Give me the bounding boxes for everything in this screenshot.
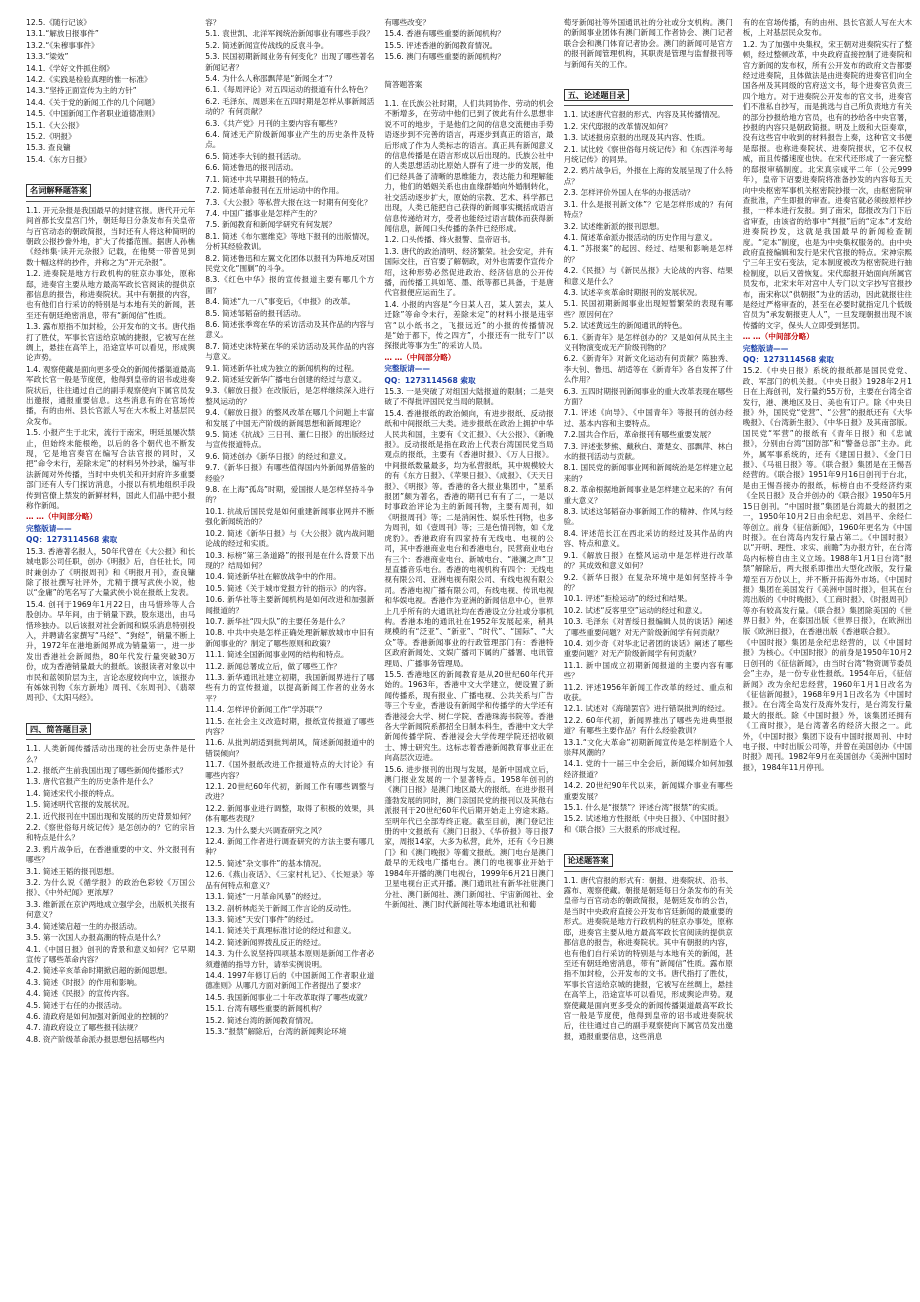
text-paragraph: 1.2. 报纸产生前我国出现了哪些新闻传播形式？ xyxy=(26,766,188,775)
text-paragraph: 8.1. 简述《布尔塞维克》等地下报刊的出版情况，分析其经验教训。 xyxy=(205,231,375,252)
text-paragraph: 1.3. 唐代官报产生的历史条件是什么？ xyxy=(26,777,157,787)
spacer xyxy=(564,836,733,844)
text-paragraph: 4.3. 试述辛亥革命时期报刊的发展状况。 xyxy=(563,287,702,297)
text-paragraph: 2.2.《察世俗每月统记传》是怎创办的？它的宗旨和特点是什么？ xyxy=(26,823,196,843)
text-paragraph: 5.1. 袁世凯、北洋军阀统治新闻事业有哪些手段？ xyxy=(205,29,374,39)
text-paragraph: 10.2. 试述“反客里空”运动的经过和意义。 xyxy=(563,605,708,615)
text-paragraph: 12.6.《燕山夜话》、《三家村札记》、《长短录》等品有何特点和意义？ xyxy=(205,870,375,890)
text-paragraph: 15.4. 香港报纸的政治倾向，有进步报纸、反动报纸和中间报纸三大类。进步报纸在政治上拥护中华人民共和国，主要有《文汇报》、《大公报》、《新晚报》。反动报纸是指在政治上代表台湾国民党当局观点的报纸，主要有《香港时报》、《万人日报》。中间报纸数量最多，均为私营报纸，其中规模较大的有《东方日报》、《苹果日报》、《成报》、《天天日报》、《明报》等。香港的各大报业集团中，“星系报团”颇为著名，香港的期刊已有有了二，一是以时事政治评论为主的新闻刊物，主要有周刊，如《明报周刊》等；二是消闲性、娱乐性刊物，也多为周刊，如《壹周刊》等；三是色情刊物，如《龙虎豹》。香港政府有四家持有无线电、电视的公司，其中香港商业电台和香港电台，民营商业电台有三个：香港商业电台、新城电台、“港澜之声”卫星直播音乐电台。香港的电视机构有四个：无线电视有限公司、亚洲电视有限公司、有线电视有限公司。香港电视广播有限公司，有线电视、传讯电视和华娱电视。香港作为亚洲的新闻信息中心，世界上几乎所有的大通讯社均在香港设立分社或分事机构。香港本地的通讯社在1952年发展起来，稍具规模的有“泛亚”、“新亚”、“时代”、“国际”、“大众”等。香港新闻事业的行政管理部门有：香港特区政府新闻处、文娱广播司下属的广播署、电讯管理局、广播事务管理局。 xyxy=(384,408,554,668)
text-paragraph: 15.2. 试述地方性报纸《中央日报》、《中国时报》和《联合报》三大报系的形成过程。 xyxy=(563,814,733,834)
text-paragraph: 10.5. 简述《关于城市党报方针的指示》的内容。 xyxy=(205,583,372,593)
section-heading-rule xyxy=(564,848,733,871)
text-paragraph: 7.4. 中国广播事业是怎样产生的？ xyxy=(205,208,321,218)
text-paragraph: 4.7. 清政府设立了哪些报刊法规？ xyxy=(26,1023,142,1033)
text-paragraph: 14.2.《实践是检验真理的惟一标准》 xyxy=(26,75,152,85)
text-paragraph: 1.4. 简述宋代小报的特点。 xyxy=(26,788,119,798)
text-paragraph: 15.2. 简述台湾的新闻教育情况。 xyxy=(205,1015,319,1025)
text-paragraph: 5.1. 民国初期新闻事业出现短暂繁荣的表现有哪些？原因何在？ xyxy=(563,299,733,319)
spacer xyxy=(384,72,553,80)
full-version-contact: 完整版请—— xyxy=(26,523,72,533)
text-paragraph: 4.1. “苏报案”的起因、经过、结果和影响是怎样的？ xyxy=(563,244,733,264)
text-paragraph: 1.3. 唐代的政治清明、经济繁荣。社会安定，并有国际交往，百官要了解朝政，对外也需要作宣传介绍，这种形势必然促进政治、经济信息的公开传播，而传播工具如笔、墨、纸等都已具备，于是唐代官报便应运而生了。 xyxy=(384,246,554,298)
text-paragraph: 5.4. 为什么人称邵飘萍是“新闻全才”？ xyxy=(205,74,337,84)
text-paragraph: 有的在官场传播，有的由州、县长官派人写在大木板，上对基层民众发布。 xyxy=(742,18,912,38)
text-paragraph: 15.1. 什么是“报禁”？评述台湾“报禁”的实质。 xyxy=(563,803,723,813)
text-column-3 xyxy=(384,18,553,1294)
text-paragraph: 6.2.《新青年》对新文化运动有何贡献？陈独秀、李大钊、鲁迅、胡适等在《新青年》各自发挥了什么作用？ xyxy=(563,354,733,385)
text-paragraph: 15.1. 台湾有哪些重要的新闻机构？ xyxy=(205,1004,326,1014)
text-paragraph: 12.5. 简述“杂文事件”的基本情况。 xyxy=(205,858,326,868)
text-paragraph: 5.3. 民国初期新闻业务有何变化？出现了哪些著名新闻记者？ xyxy=(205,52,375,72)
text-paragraph: 14.1. 党的十一届三中全会后，新闻媒介如何加强经济报道？ xyxy=(563,759,733,779)
text-paragraph: 13.1.“解放日报事件” xyxy=(26,29,99,39)
full-version-contact: 完整版请—— xyxy=(742,343,789,353)
text-paragraph: 《中国时报》集团是余纪忠经营的，以《中国时报》为核心。《中国时报》的前身是1950年10月2日创刊的《征信新闻》，由当时台湾“物资调节委员会”主办，是一份专业性报纸。1954年后，《征信新闻》改为余纪忠经营，1960年1月1日改名为《征信新闻报》，1968年9月1日改名为《中国时报》。在台湾全岛发行及海外发行，是台湾发行量最大的报纸。除《中国时报》外，该集团还拥有《工商时报》，是台湾著名的经济大报之一。此外，《中国时报》集团下设有中国时报周刊、中时电子报、中时出版公司等，并曾在美国创办《中国时报》周刊。1982年9月在美国创办《美洲中国时报》，1984年11月停刊。 xyxy=(742,637,912,772)
text-paragraph: 1.5. 简述明代官报的发展状况。 xyxy=(26,800,135,810)
text-paragraph: 1.1. 唐代官报的形式有：朝报、进奏院状、沿书、露布、观察使藏。朝报是朝廷每日分条发布的有关皇帝与百官动态的朝政简报，是朝廷发布的公告，是当时中央政府直接公开发布官廷新闻的最重要的形式。进奏院是地方行政机构的驻京办事处，原称邸，进奏官主要从地方最高军政长官阅读的提供京都信息的报告，称进奏院状。其中有朝报的内容，也有他们自行采访的特别是与本地有关的新闻，甚至还有朝廷绝密消息，带有“新闻信”性质。露布原指不加封检，公开发布的文书。唐代指打了胜仗，军事长官送给京城的捷报，它被写在丝绸上，悬挂在高竿上，沿途宣毕可以看见，形成舆论声势。观察使藏是面向更多受众的新闻传播渠道最高军政长官一般是节度使，他得到皇帝的诏书或进奏院状后，往往通过自己的副手观察使向下属官员发出邀报，通报重要信息，这些消息 xyxy=(563,875,733,1041)
text-paragraph: 1.2. 进奏院是地方行政机构的驻京办事处，原称邸，进奏官主要从地方最高军政长官阅读的提供京都信息的报告，称进奏院状。其中有朝报的内容，也有他们自行采访的特别是与本地有关的新闻，甚至还有朝廷绝密消息，带有“新闻信”性质。 xyxy=(26,269,196,320)
text-paragraph: 9.8. 在上海“孤岛”时期，爱国报人是怎样坚持斗争的？ xyxy=(205,485,375,505)
text-paragraph: 1.2. 宋代邸报的改革情况如何？ xyxy=(563,121,672,131)
text-paragraph: 13.2. 剖析林彪关于新闻工作言论的反动性。 xyxy=(205,903,357,913)
text-paragraph: 9.1. 简述新华社成为独立的新闻机构的过程。 xyxy=(205,363,359,373)
text-paragraph: 3.5. 第一次国人办报高潮的特点是什么？ xyxy=(26,933,165,943)
text-paragraph: 15.3. 香港著名报人，50年代曾在《大公报》和长城电影公司任职，创办《明报》后，自任社长，同时兼创办了《明报周刊》和《明报月刊》，查良镛除了报社撰写社评外，尤精于撰写武侠小说，他以“金庸”的笔名写了大量武侠小说在报纸上发表。 xyxy=(26,546,196,598)
text-paragraph: 6.5. 简述李大钊的报刊活动。 xyxy=(205,151,306,161)
text-paragraph: 4.2.《民报》与《新民丛报》大论战的内容、结果和意义是什么？ xyxy=(563,266,733,286)
text-paragraph: 6.6. 简述鲁迅的报刊活动。 xyxy=(205,163,299,173)
text-paragraph: 9.4.《解放日报》的整风改革在哪几个问题上丰富和发展了中国无产阶级的新闻思想和新闻理论？ xyxy=(205,408,375,428)
text-paragraph: 5.2. 试述黄远生的新闻通讯的特色。 xyxy=(563,321,687,331)
spacer xyxy=(384,64,553,72)
text-paragraph: 6.2. 毛泽东、周恩来在五四时期是怎样从事新闻活动的？有何贡献？ xyxy=(205,96,375,117)
text-column-4 xyxy=(564,18,733,1294)
text-paragraph: 15.5. 评述香港的新闻教育情况。 xyxy=(384,40,498,50)
text-paragraph: 4.5. 简述于右任的办报活动。 xyxy=(26,1000,127,1010)
spacer xyxy=(384,91,553,99)
text-column-2 xyxy=(205,18,374,1294)
text-paragraph: 10.3. 标榜“第三条道路”的报刊是在什么背景下出现的？结局如何？ xyxy=(205,550,375,570)
text-paragraph: 8.4. 简述“九一八”事变后，《申报》的改革。 xyxy=(205,297,356,307)
text-paragraph: 9.1.《解放日报》在整风运动中是怎样进行改革的？其成效和意义如何？ xyxy=(563,550,733,571)
text-paragraph: 7.1. 简述中共早期报刊的特点。 xyxy=(205,174,314,184)
text-paragraph: 13.3.“梁效” xyxy=(26,52,69,62)
text-paragraph: 5.2. 简述新闻宣传战线的反袁斗争。 xyxy=(205,40,329,50)
text-paragraph: 14.5. 我国新闻事业二十年改革取得了哪些成就？ xyxy=(205,992,372,1002)
text-paragraph: 8.3. 试述这邹韬奋办事新闻工作的精神、作风与经验。 xyxy=(563,507,733,527)
text-paragraph: 8.6. 简述张季鸾在华的采访活动及其作品的内容与意义。 xyxy=(205,319,375,340)
text-paragraph: 11.7.《国外报纸改进工作报道特点的大讨论》有哪些内容？ xyxy=(205,760,375,780)
text-paragraph: 7.2.国共合作后，革命报刊有哪些重要发展？ xyxy=(563,430,715,440)
text-paragraph: 10.7. 新华社“四大队”的主要任务是什么？ xyxy=(205,616,349,626)
text-paragraph: 15.6. 澳门有哪些重要的新闻机构？ xyxy=(384,52,505,62)
text-paragraph: 10.8. 中共中央是怎样正确处理新解放城市中旧有新闻事业的？制定了哪些原则和政策？ xyxy=(205,628,375,648)
text-column-1 xyxy=(26,18,195,1294)
text-paragraph: 12.1. 试述对《海瑞罢官》进行错误批判的经过。 xyxy=(563,704,730,714)
text-paragraph: 6.3. 五四时期报刊新闻事业的重大改革表现在哪些方面？ xyxy=(563,386,733,406)
text-paragraph: 1.1. 在氏族公社时期，人们共同协作、劳动的机会不断增多，在劳动中他们已到了彼此有什么思想非说不可的地步，于是他们之间的信息交流便由手势语逐步到不完善的语言，再逐步到真正的语言，最后形成了作为人类标志的语言。真正具有新闻意义的信息传播是在语言形成以后出现的。氏族公社中的人类思想活动比原始人群有了进一步的发展，他们已经具备了清晰的思维能力，表达能力和理解能力，他们的婚姻关系也由血缘群婚向外婚制转化，社交活动逐步扩大，原始的宗教、艺术、科学都已出现，人类已能把自己获得的新闻事实概括成语言信息传递给对方，受者也能经过语言载体而获得新闻信息，新闻口头传播的条件已经形成。 xyxy=(384,99,554,233)
text-paragraph: 8.7. 简述史沫特莱在华的采访活动及其作品的内容与意义。 xyxy=(205,341,375,362)
text-paragraph: 8.5. 简述邹韬奋的报刊活动。 xyxy=(205,308,306,318)
text-paragraph: 14.4.《关于党的新闻工作的几个问题》 xyxy=(26,97,160,107)
text-paragraph: 3.2. 试述维新派的报刊思想。 xyxy=(563,221,665,231)
text-paragraph: 4.1.《中国日报》创刊的背景和意义如何？它早期宣传了哪些革命内容？ xyxy=(26,944,196,964)
section-heading: 名词解释题答案 xyxy=(26,184,91,196)
text-paragraph: 7.5. 新闻教育和新闻学研究有何发展？ xyxy=(205,220,336,230)
text-paragraph: 8.3.《红色中华》报的宣传报道主要有哪几个方面？ xyxy=(205,275,375,295)
text-paragraph: 3.4. 简述梁启超一生的办报活动。 xyxy=(26,921,142,931)
text-paragraph: 1.3. 试述报房京报的出现及其内容、性质。 xyxy=(563,133,710,143)
full-version-contact: QQ：1273114568 索取 xyxy=(384,375,476,385)
text-paragraph: 12.5.《随行记该》 xyxy=(26,18,91,27)
text-paragraph: 15.4.《东方日报》 xyxy=(26,154,91,164)
text-paragraph: 14.2. 20世纪90年代以来，新闻媒介事业有哪些重要发展？ xyxy=(563,781,733,801)
text-paragraph: 15.3. 查良镛 xyxy=(26,143,71,153)
text-paragraph: 2.2. 鸦片战争后，外报在上海的发展呈现了什么特点？ xyxy=(563,166,733,186)
text-paragraph: 14.3. 为什么说坚持四项基本原则是新闻工作者必须遵循的指导方针，请举实例说明。 xyxy=(205,949,375,969)
text-paragraph: 12.4. 新闻工作者进行调查研究的方法主要有哪几种？ xyxy=(205,837,375,857)
text-paragraph: 15.4. 香港有哪些重要的新闻机构？ xyxy=(384,29,505,39)
text-paragraph: 1.1. 试述唐代官报的形式、内容及其传播情况。 xyxy=(563,110,725,120)
text-paragraph: 11.3. 新华通讯社建立初期，我国新闻界进行了哪些有力的宣传报道，以提高新闻工作者的业务水平？ xyxy=(205,672,375,703)
text-paragraph: 2.3. 鸦片战争后，在香港重要的中文、外文报刊有哪些？ xyxy=(26,844,196,865)
text-paragraph: 8.2. 革命根据地新闻事业是怎样建立起来的？有何重大意义？ xyxy=(563,485,733,505)
text-paragraph: 9.5. 简述《抗战》三日刊、董仁日报》的出版经过与宣传报道特点。 xyxy=(205,430,375,450)
section-heading-rule xyxy=(26,717,195,740)
text-paragraph: 3.2. 为什么说《循学报》的政治色彩较《万国公报》、《中外纪闻》更浓厚？ xyxy=(26,878,196,898)
omitted-content-notice: … …（中间部分略） xyxy=(26,512,97,522)
text-paragraph: 9.2.《新华日报》在复杂环境中是如何坚持斗争的？ xyxy=(563,572,733,592)
text-paragraph: 11.2. 新闻总署成立后，做了哪些工作？ xyxy=(205,661,341,671)
omitted-content-notice: … …（中间部分略） xyxy=(742,332,814,342)
text-paragraph: 1.3. 露布原指不加封检，公开发布的文书。唐代指打了胜仗，军事长官送给京城的捷报，它被写在丝绸上，悬挂在高竿上，沿途宣毕可以看见，形成舆论声势。 xyxy=(26,322,196,363)
section-heading-rule xyxy=(564,83,733,106)
text-paragraph: 4.1. 简述革命派办报活动的历史作用与意义。 xyxy=(563,232,718,242)
omitted-content-notice: … …（中间部分略） xyxy=(384,352,456,362)
section-heading-rule xyxy=(26,178,195,201)
text-paragraph: 2.1. 近代报刊在中国出现和发展的历史背景如何？ xyxy=(26,811,195,821)
text-paragraph: 12.2. 新闻事业进行调整，取得了积极的效果，具体有哪些表现？ xyxy=(205,803,375,824)
text-paragraph: 4.6. 清政府是如何加强对新闻业的控制的？ xyxy=(26,1011,172,1021)
text-paragraph: 14.1. 简述关于真理标准讨论的经过和意义。 xyxy=(205,926,357,936)
text-paragraph: 1.1. 开元杂报是我国最早的封建官报。唐代开元年间首都长安皇宫门外，朝廷每日分条发布有关皇帝与百官动态的朝政简报，当时还有人将这种简明的朝政公报抄誊外地，扩大了传播范围。据唐人孙樵《经纬集·读开元杂报》记载，在他樊一带曾见到数十幅这样的抄件，并称之为“开元杂报”。 xyxy=(26,205,196,267)
text-paragraph: 11.1. 新中国成立初期新闻报道的主要内容有哪些？ xyxy=(563,660,733,681)
text-paragraph: 7.3. 评述张梦熊、戴秋白、萧楚女、邵飘萍、林白水的报刊活动与贡献。 xyxy=(563,441,733,462)
text-paragraph: 4.2. 简述辛亥革命时期掀启超的新闻思想。 xyxy=(26,966,172,976)
spacer xyxy=(26,166,195,174)
text-paragraph: 13.2.“《朱穆事事件》 xyxy=(26,40,99,50)
section-title-text: 简答题答案 xyxy=(384,79,423,89)
spacer xyxy=(564,71,733,79)
text-paragraph: 10.1. 评述“拒检运动”的经过和结果。 xyxy=(563,594,692,604)
full-version-contact: 完整版请—— xyxy=(384,364,430,374)
text-paragraph: 1.4. 观察使藏是面向更多受众的新闻传播渠道最高军政长官一般是节度使，他得到皇帝的诏书或进奏院状后，往往通过自己的副手观察使向下属官员发出邀报，通报重要信息。这些消息有的在官场传播，有的由州、县长官派人写在大木板上对基层民众发布。 xyxy=(26,364,196,426)
text-paragraph: 1.5. 小报产生于北宋，流行于南宋，明廷虽屡次禁止，但始终未能根绝，以后的各个朝代也不断发现，它是地宫奏官在编写合法官报的同时，又把“命令未行，差除未定”的材料另外抄录，编写非法新闻对外传播，当时中央机关和开封府许多重要部门还有人专门探访消息，小报以有机地组织手段传到官僚上禁发的新鲜材料，国此人们晶中把小报称作新闻。 xyxy=(26,428,196,511)
text-column-5 xyxy=(743,18,912,1294)
text-paragraph: 6.1.《每周评论》对五四运动的报道有什么特色？ xyxy=(205,85,372,95)
text-paragraph: 13.3. 简述“天安门事件”的经过。 xyxy=(205,914,319,924)
spacer xyxy=(26,705,195,713)
text-paragraph: 15.5. 香港地区的新闻教育是从20世纪60年代开始的。1963年，香港中文大学建立，便设置了新闻传播系，现有报业、广播电视、公共关系与广告等三个专业，香港设有新闻学和传播学的大学还有香港浸会大学、树仁学院、香港珠海书院等。香港各大学新闻院系都招全日制本科生，香港中文大学新闻传播学院、香港浸会大学传理学院还招收硕士、博士研究生。这标志着香港新闻教育事业正在向高层次迈进。 xyxy=(384,669,554,763)
text-paragraph: 3.1. 什么是报刊新文体”？它是怎样形成的？有何特点？ xyxy=(563,199,733,220)
text-paragraph: 4.4. 简述《民报》的宣传内容。 xyxy=(26,989,135,999)
text-paragraph: 13.1. 简述“一月革命风暴”的经过。 xyxy=(205,892,326,902)
text-paragraph: 1.2. 为了加强中央集权，宋王朝对进奏院实行了整顿，经过整顿改革，中央政府直接控制了进奏院和官方新闻的发布权，所有公开发布的政府文告都要经过进奏院，且体做法是由进奏院的进奏官们向全国各州及其同级的官府送文书，每个进奏官负责三四个地方。对于进奏院公开发布的官文书，进奏官们不准私自抄写，而是挑选与自己所负责地方有关的部分抄报给地方官员，也有的抄给各中央官署，抄报的内容只是朝政简报。明及上级和大臣奏章，没有这些宫中收到的材料报告上奏，这种官文书便是邸报。也称进奏院状、进奏院报状，它不仅权威，而且传播速度也快。在宋代还形成了一套完整的邸报审稿制度。北宋真宗咸平二年（公元999年），皇帝下诏要进奏院将准备抄发的内容每五天向中央枢密军事机关枢密院抄报一次，由枢密院审查批准，产生即报的审查。进奏官就必须按原样抄报，一样本进行发报。到了南宋，邸报改为门下后省审查，由该省的给事中“判报”后的“定本”才发给进奏院抄发，这就是我国最早的新闻检查制度。“定本”制度，也是为中央集权服务的。由中央政府直接编辑和发行是宋代官报的特点。宋神宗熙宁三年王安石变法，定本制度被改为枢密院进行抽检制度，以后又曾恢复。宋代邸报开始面向所属官员发布，北宋末年对宫中人专门以文字抄写官报抄布，南宋称以“供朝报”为业的活动，因此就报往往是经过严格审查的，甚至在必要时就指定几个低级官员为“承发朝报吏人人”，一旦发现朝报出现不该传播的文字，保头人立即受到惩罚。 xyxy=(742,39,912,330)
text-paragraph: 15.3.“报禁”解除后，台湾的新闻舆论环境 xyxy=(205,1026,347,1036)
text-paragraph: 有哪些改变？ xyxy=(384,18,430,27)
text-paragraph: 8.2. 简述鲁迅和左翼文化团体以报刊为阵地反对国民党文化“围剿”的斗争。 xyxy=(205,253,375,273)
text-paragraph: 6.1.《新青年》是怎样创办的？又是如何从民主主义刊物演变成无产阶级刊物的？ xyxy=(563,332,733,352)
text-paragraph: 12.3. 为什么要大兴调查研究之风？ xyxy=(205,825,326,835)
full-version-contact: QQ：1273114568 索取 xyxy=(742,355,834,364)
text-paragraph: 8.1. 国民党的新闻事业网和新闻统治是怎样建立起来的？ xyxy=(563,463,733,483)
text-paragraph: 6.4. 简述无产阶级新闻事业产生的历史条件及特点。 xyxy=(205,130,375,150)
text-paragraph: 12.2. 60年代初，新闻界推出了哪些先进典型报道？有哪些主要作品？有什么经验教训？ xyxy=(563,715,733,736)
section-heading: 五、论述题目录 xyxy=(564,89,629,101)
text-paragraph: 13.1.“文化大革命”初期新闻宣传是怎样制造个人崇拜风潮的？ xyxy=(563,737,733,757)
text-paragraph: 11.6. 从批判胡适到批判胡风，简述新闻报道中的错误倾向？ xyxy=(205,738,375,758)
text-paragraph: 11.1. 简述全国新闻事业网的结构和特点。 xyxy=(205,650,349,660)
text-paragraph: 12.1. 20世纪60年代初，新闻工作有哪些调整与改进？ xyxy=(205,782,375,802)
text-paragraph: 10.3. 毛泽东《对晋绥日报编辑人员的谈话》阐述了哪些重要问题？对无产阶级新闻学有何贡献？ xyxy=(563,617,733,637)
section-heading: 论述题答案 xyxy=(564,854,613,866)
text-paragraph: 15.3. 一是突破了对组国大陆报道的限制；二是突破了不得批评国民党当局的限制。 xyxy=(384,387,554,407)
text-paragraph: 4.3. 简述《时报》的作用和影响。 xyxy=(26,977,142,987)
text-paragraph: 10.6. 新华社等主要新闻机构是如何改进和加强新闻报道的？ xyxy=(205,595,375,615)
text-paragraph: 10.4. 简述新华社在解放战争中的作用。 xyxy=(205,572,341,582)
text-paragraph: 10.1. 抗战后国民党是如何重建新闻事业网并不断强化新闻统治的？ xyxy=(205,506,375,527)
text-paragraph: 14.3.“坚持正面宣传为主的方针” xyxy=(26,86,137,96)
text-paragraph: 9.3.《解放日报》在改版后，是怎样继续深入进行整风运动的？ xyxy=(205,386,375,406)
full-version-contact: QQ：1273114568 索取 xyxy=(26,535,118,545)
text-paragraph: 容？ xyxy=(205,18,221,27)
text-paragraph: 7.1. 评述《向导》、《中国青年》等报刊的创办经过、基本内容和主要特点。 xyxy=(563,408,733,428)
text-paragraph: 15.2.《中央日报》系统的报纸都是国民党党、政、军部门的机关报。《中央日报》1928年2月1日在上海创刊，发行量约55万份，主要在台湾全省发行，港、澳地区及日、美也有订户。除《中央日报》外，国民党“党营”、“公营”的报纸还有《大华晚报》、《台湾新生报》、《中华日报》及其南部版。国民党“军营”的报纸有《青年日报》和《忠诚报》，分别由台湾“国防部”和“警备总部”主办。此外，属军事系统的，还有《建国日报》、《金门日报》、《马祖日报》等。《联合报》集团是在王惕吾经营的。《联合报》1951年9月16日创刊于台北，是由王惕吾接办的报纸，标榜自由不受经济约束《全民日报》及合并创办的《联合报》1950年5月15日创刊。“中国时报”集团是台湾最大的报团之一，1950年10月2日由余纪忠、刘昌平、余经仁等创立。前身《征信新闻》，1960年更名为《中国时报》。在台湾岛内发行量占第二。《中国时报》以“开明、理性、求实、前瞻”为办报方针，在台湾岛内标榜自由主义立场。1988年1月1日台湾“报禁”解除后，两大报系即推出大型化改版，发行量增至百万份以上，并不断开拓海外市场。《中国时报》集团在美国发行《美洲中国时报》，但其在台湾出版的《中时晚报》、《工商时报》、《时报周刊》等亦有较高发行量。《联合报》集团除美国的《世界日报》外，在泰国出版《世界日报》，在欧洲出版《欧洲日报》，在香港出版《香港联合报》。 xyxy=(742,366,912,636)
text-paragraph: 9.6. 简述创办《新华日报》的经过和意义。 xyxy=(205,451,352,461)
text-paragraph: 1.4. 小报的内容是“今日某人召，某人罢去，某人迁除”等命令未行，差除未定”的材料小报是违宰官“以小纸书之，飞报远近”的小报的传播情况是“始于都下，传之四方”，小报还有一批专门“以探报此等事为生”的采访人员。 xyxy=(384,299,554,351)
text-paragraph: 11.4. 怎样评价新闻工作“学苏联”？ xyxy=(205,705,326,715)
text-paragraph: 萄牙新闻社等外国通讯社的分社或分支机构。澳门的新闻事业团体有澳门新闻工作者协会、澳门记者联合会和澳门体育记者协会。澳门的新闻可是官方的报刊新闻管理机构，其职责是管理与监督报刊等与新闻有关的工作。 xyxy=(563,18,733,69)
text-paragraph: 14.4. 1997年修订后的《中国新闻工作者职业道德准则》从哪几方面对新闻工作者提出了要求？ xyxy=(205,970,375,991)
text-paragraph: 2.1. 试比较《察世俗每月统记传》和《东西洋考每月统记传》的同异。 xyxy=(563,144,733,165)
text-paragraph: 15.1.《大公报》 xyxy=(26,120,84,130)
text-paragraph: 6.3.《共产党》月刊的主要内容有哪些？ xyxy=(205,118,342,128)
text-paragraph: 9.7.《新华日报》有哪些值得国内外新闻界借鉴的经验？ xyxy=(205,463,375,483)
text-paragraph: 10.2. 简述《新华日报》与《大公报》就内战问题论战的经过和实质。 xyxy=(205,528,375,549)
text-paragraph: 9.2. 简述延安新华广播电台创建的经过与意义。 xyxy=(205,375,367,384)
text-paragraph: 15.6. 进步报刊的出现与发展，是新中国成立后，澳门报业发展的一个显著特点。1958年创刊的《澳门日报》是澳门地区最大的报纸。在进步报刊蓬勃发展的同时，澳门亲国民党的报刊以及其他右派报刊于20世纪60年代后期开始走上穷途末路。至明年代已全部寿终正寝。截至目前，澳门登记注册的中文报纸有《澳门日报》、《华侨报》等日报7家，周报14家，大多为私营，此外，还有《今日澳门》和《澳门晚报》等葡文报纸。澳门电台是澳门最早的无线电广播电台。澳门的电视事业开始于1984年开播的澳门电视台，1999年6月21日澳门卫星电视台正式开播。澳门通讯社有新华社驻澳门分社、澳门新闻社、澳门新闻社、宇宙新闻社、金牛新闻社、澳门时代新闻社等本地通讯社和葡 xyxy=(384,764,554,909)
text-paragraph: 3.3. 维新派在京沪两地成立强学会，出版机关报有何意义？ xyxy=(26,899,196,920)
text-paragraph: 7.3.《大公报》等私营大报在这一时期有何变化？ xyxy=(205,197,372,207)
text-paragraph: 15.2.《明报》 xyxy=(26,132,76,142)
text-paragraph: 14.2. 简述新闻界拨乱反正的经过。 xyxy=(205,937,326,947)
text-paragraph: 1.2. 口头传播、烽火报警、皇帝诏书。 xyxy=(384,235,516,245)
text-paragraph: 2.3. 怎样评价外国人在华的办报活动？ xyxy=(563,188,695,198)
text-paragraph: 11.5. 在社会主义改造时期，报纸宣传报道了哪些内容？ xyxy=(205,716,375,736)
text-paragraph: 14.1.《学好文件抓住纲》 xyxy=(26,63,114,73)
text-paragraph: 1.1. 人类新闻传播活动出现的社会历史条件是什么？ xyxy=(26,744,196,764)
text-paragraph: 7.2. 简述革命报刊在五卅运动中的作用。 xyxy=(205,186,344,196)
text-paragraph: 4.8. 资产阶级革命派办报思想包括哪些内 xyxy=(26,1034,165,1044)
text-paragraph: 15.4. 创刊于1969年1月22日，由马惜珍等人合股创办。早年间，由于销量下跌，股东退出，由马惜珍独办。以后该报对社会新闻和娱乐消息特别投入，并聘请名家撰写“马经”、“狗经”，销量不断上升，1972年在港地新闻界成为销量第一，进一步发出香港社会新闻热，80年代发行量突破30万份，成为香港销量最大的报纸。该报读者对象以中市民和蓝领阶层为主，言论态度较向中立，该报办有姊妹刊物《东方新地》周刊、《东周刊》、《翡翠周刊》、《太阳马经》。 xyxy=(26,599,196,703)
text-paragraph: 14.5.《中国新闻工作者职业道德准则》 xyxy=(26,109,160,119)
text-paragraph: 3.1. 简述王韬的报刊思想。 xyxy=(26,866,119,876)
text-paragraph: 8.4. 评述范长江在西北采访的经过及其作品的内容、特点和意义。 xyxy=(563,528,733,549)
text-paragraph: 10.4. 刘少奇《对华北记者团的谈话》阐述了哪些重要问题？对无产阶级新闻学有何贡献？ xyxy=(563,638,733,659)
text-paragraph: 11.2. 评述1956年新闻工作改革的经过、重点和收获。 xyxy=(563,682,733,702)
section-heading: 四、简答题目录 xyxy=(26,723,91,735)
